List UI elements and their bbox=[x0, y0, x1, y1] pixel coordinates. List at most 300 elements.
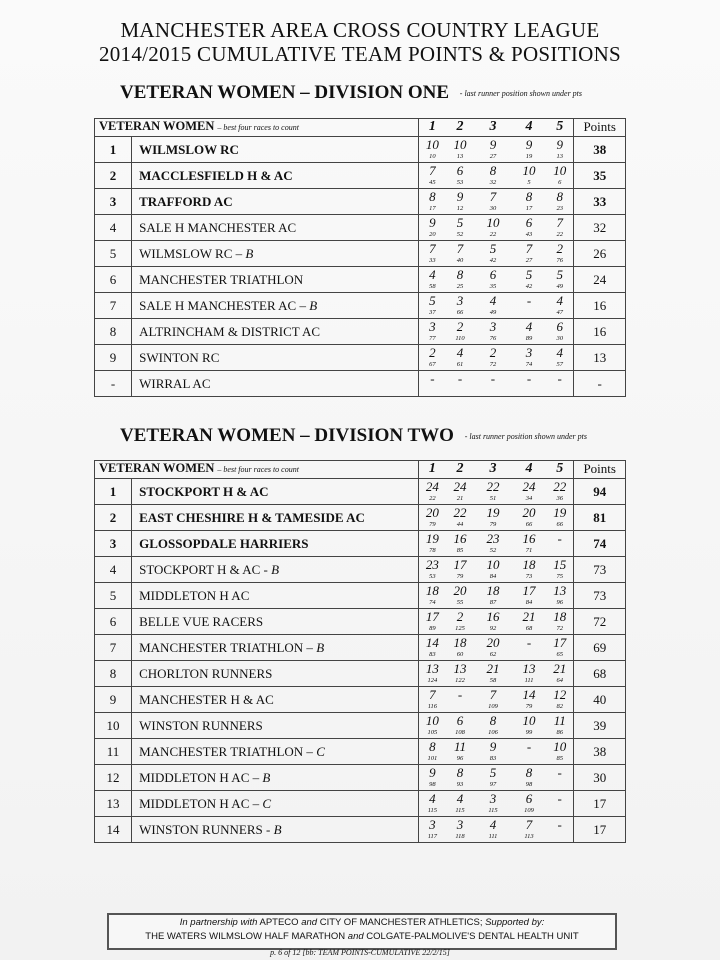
race-header: 1 bbox=[418, 461, 446, 479]
last-runner-position: 117 bbox=[427, 833, 438, 840]
race-points: 18 bbox=[522, 557, 536, 572]
footer-line-1 bbox=[109, 916, 615, 930]
race-score-cell bbox=[418, 293, 446, 319]
last-runner-position: 49 bbox=[556, 283, 563, 290]
table-row bbox=[95, 661, 626, 687]
race-points: 14 bbox=[425, 635, 439, 650]
race-score-cell bbox=[474, 189, 512, 215]
team-suffix: C bbox=[316, 744, 325, 759]
team-name-cell bbox=[132, 241, 419, 267]
team-name-cell bbox=[132, 505, 419, 531]
race-points: 9 bbox=[489, 137, 497, 152]
race-score-cell bbox=[446, 479, 474, 505]
position-cell: 8 bbox=[95, 661, 132, 687]
race-points: 10 bbox=[486, 215, 500, 230]
race-score-cell bbox=[512, 505, 546, 531]
race-points: 18 bbox=[486, 583, 500, 598]
race-points: - bbox=[490, 371, 496, 386]
race-score-cell bbox=[446, 661, 474, 687]
table-row bbox=[95, 267, 626, 293]
team-name-cell bbox=[132, 791, 419, 817]
race-points: - bbox=[430, 371, 435, 386]
last-runner-position: 53 bbox=[429, 573, 436, 580]
race-score-cell bbox=[546, 531, 574, 557]
last-runner-position: 66 bbox=[556, 521, 563, 528]
team-name: WINSTON RUNNERS - bbox=[139, 822, 274, 837]
team-name-cell bbox=[132, 583, 419, 609]
race-points: 3 bbox=[489, 319, 497, 334]
race-points: 10 bbox=[522, 163, 536, 178]
division-one-heading bbox=[120, 82, 582, 104]
footer-text: In partnership with bbox=[179, 917, 258, 928]
last-runner-position: 52 bbox=[489, 547, 497, 554]
race-points: 8 bbox=[525, 765, 533, 780]
race-points: 11 bbox=[553, 713, 566, 728]
position-cell: 8 bbox=[95, 319, 132, 345]
division-one-table bbox=[94, 118, 626, 397]
race-score-cell bbox=[512, 479, 546, 505]
last-runner-position: 82 bbox=[556, 703, 563, 710]
last-runner-position: 110 bbox=[455, 335, 465, 342]
team-name: MANCHESTER TRIATHLON bbox=[139, 272, 304, 287]
race-points: 6 bbox=[489, 267, 497, 282]
race-score-cell bbox=[546, 635, 574, 661]
race-score-cell bbox=[546, 713, 574, 739]
team-name-cell bbox=[132, 557, 419, 583]
page-note: p. 6 of 12 [bb: TEAM POINTS-CUMULATIVE 22/2/15] bbox=[270, 948, 450, 957]
race-header: 3 bbox=[474, 119, 512, 137]
season-title: 2014/2015 CUMULATIVE TEAM POINTS & POSITIONS bbox=[98, 42, 622, 66]
race-score-cell bbox=[418, 163, 446, 189]
position-cell: 12 bbox=[95, 765, 132, 791]
position-cell: 4 bbox=[95, 557, 132, 583]
race-points: 6 bbox=[525, 791, 533, 806]
last-runner-position: 122 bbox=[455, 677, 465, 684]
race-points: 12 bbox=[553, 687, 567, 702]
last-runner-position: 21 bbox=[456, 495, 464, 502]
last-runner-position: 83 bbox=[429, 651, 436, 658]
points-header: Points bbox=[574, 119, 626, 137]
table-row bbox=[95, 713, 626, 739]
team-name: SWINTON RC bbox=[139, 350, 220, 365]
race-points: 5 bbox=[489, 765, 497, 780]
position-cell: 7 bbox=[95, 635, 132, 661]
last-runner-position: 6 bbox=[558, 179, 562, 186]
race-score-cell bbox=[446, 267, 474, 293]
race-score-cell bbox=[418, 583, 446, 609]
race-score-cell bbox=[446, 241, 474, 267]
division-heading-text: VETERAN WOMEN – DIVISION TWO bbox=[120, 425, 454, 446]
total-points-cell: 38 bbox=[574, 739, 626, 765]
team-name-cell bbox=[132, 215, 419, 241]
race-points: 2 bbox=[429, 345, 436, 360]
team-name: WIRRAL AC bbox=[139, 376, 211, 391]
race-score-cell bbox=[474, 293, 512, 319]
race-points: - bbox=[526, 371, 532, 386]
race-points: 6 bbox=[556, 319, 563, 334]
race-score-cell bbox=[446, 609, 474, 635]
last-runner-position: 34 bbox=[525, 495, 533, 502]
race-score-cell bbox=[418, 713, 446, 739]
table-caption-note: – best four races to count bbox=[217, 123, 299, 132]
race-score-cell bbox=[446, 345, 474, 371]
table-caption-cell bbox=[95, 461, 419, 479]
race-points: 6 bbox=[456, 713, 464, 728]
race-score-cell bbox=[418, 661, 446, 687]
race-points: 3 bbox=[429, 319, 436, 334]
last-runner-position: 79 bbox=[429, 521, 436, 528]
race-score-cell bbox=[418, 137, 446, 163]
last-runner-position: 17 bbox=[429, 205, 436, 212]
race-score-cell bbox=[512, 609, 546, 635]
position-cell: 2 bbox=[95, 505, 132, 531]
race-points: 10 bbox=[486, 557, 500, 572]
race-points: 2 bbox=[489, 345, 497, 360]
last-runner-position: 93 bbox=[456, 781, 464, 788]
race-score-cell bbox=[512, 557, 546, 583]
race-score-cell bbox=[512, 765, 546, 791]
last-runner-position: 115 bbox=[455, 807, 465, 814]
race-points: 19 bbox=[553, 505, 567, 520]
race-header: 2 bbox=[446, 461, 474, 479]
race-score-cell bbox=[474, 479, 512, 505]
race-points: 10 bbox=[425, 137, 439, 152]
race-points: 19 bbox=[425, 531, 439, 546]
race-score-cell bbox=[546, 215, 574, 241]
race-points: 6 bbox=[456, 163, 464, 178]
race-score-cell bbox=[546, 319, 574, 345]
race-score-cell bbox=[418, 345, 446, 371]
race-score-cell bbox=[546, 583, 574, 609]
last-runner-position: 87 bbox=[489, 599, 497, 606]
race-score-cell bbox=[474, 661, 512, 687]
team-name: TRAFFORD AC bbox=[139, 194, 233, 209]
last-runner-position: 45 bbox=[429, 179, 436, 186]
race-points: 24 bbox=[425, 479, 439, 494]
total-points-cell: 39 bbox=[574, 713, 626, 739]
team-name: MIDDLETON H AC bbox=[139, 588, 250, 603]
last-runner-position: 65 bbox=[556, 651, 563, 658]
race-points: 5 bbox=[456, 215, 464, 230]
footer-text: APTECO bbox=[257, 917, 302, 928]
race-points: 13 bbox=[522, 661, 536, 676]
team-name-cell bbox=[132, 319, 419, 345]
last-runner-position: 27 bbox=[525, 257, 533, 264]
last-runner-position: 49 bbox=[489, 309, 497, 316]
table-row bbox=[95, 137, 626, 163]
table-caption-note: – best four races to count bbox=[217, 465, 299, 474]
table-row bbox=[95, 163, 626, 189]
team-name-cell bbox=[132, 661, 419, 687]
race-points: 10 bbox=[522, 713, 536, 728]
race-points: 9 bbox=[429, 215, 436, 230]
race-points: 23 bbox=[425, 557, 439, 572]
total-points-cell: 73 bbox=[574, 583, 626, 609]
race-points: 9 bbox=[489, 739, 497, 754]
table-row bbox=[95, 215, 626, 241]
race-score-cell bbox=[546, 137, 574, 163]
race-score-cell bbox=[446, 215, 474, 241]
race-score-cell bbox=[546, 345, 574, 371]
last-runner-position: 66 bbox=[525, 521, 533, 528]
last-runner-position: 13 bbox=[556, 153, 563, 160]
last-runner-position: 30 bbox=[489, 205, 497, 212]
race-score-cell bbox=[446, 791, 474, 817]
last-runner-position: 44 bbox=[456, 521, 464, 528]
race-points: 15 bbox=[553, 557, 567, 572]
position-cell: 1 bbox=[95, 137, 132, 163]
team-name: ALTRINCHAM & DISTRICT AC bbox=[139, 324, 321, 339]
race-points: 5 bbox=[525, 267, 533, 282]
position-cell: 5 bbox=[95, 241, 132, 267]
position-cell: 7 bbox=[95, 293, 132, 319]
table-row bbox=[95, 371, 626, 397]
position-cell: - bbox=[95, 371, 132, 397]
team-name-cell bbox=[132, 531, 419, 557]
last-runner-position: 79 bbox=[525, 703, 533, 710]
race-points: 11 bbox=[453, 739, 467, 754]
team-name: MACCLESFIELD H & AC bbox=[139, 168, 293, 183]
race-points: 20 bbox=[453, 583, 467, 598]
race-points: - bbox=[457, 687, 463, 702]
last-runner-position: 118 bbox=[455, 833, 465, 840]
last-runner-position: 20 bbox=[429, 231, 436, 238]
race-score-cell bbox=[418, 215, 446, 241]
race-header: 1 bbox=[418, 119, 446, 137]
race-points: 3 bbox=[429, 817, 436, 832]
race-score-cell bbox=[418, 557, 446, 583]
team-suffix: B bbox=[245, 246, 254, 261]
race-points: 9 bbox=[429, 765, 436, 780]
race-score-cell bbox=[474, 163, 512, 189]
race-score-cell bbox=[512, 371, 546, 397]
race-points: 2 bbox=[556, 241, 563, 256]
race-points: 7 bbox=[556, 215, 563, 230]
race-score-cell bbox=[474, 791, 512, 817]
race-header: 4 bbox=[512, 461, 546, 479]
team-name-cell bbox=[132, 267, 419, 293]
race-score-cell bbox=[474, 583, 512, 609]
footer-text: CITY OF MANCHESTER ATHLETICS; bbox=[317, 917, 486, 928]
race-score-cell bbox=[446, 557, 474, 583]
race-score-cell bbox=[446, 371, 474, 397]
last-runner-position: 106 bbox=[488, 729, 498, 736]
race-points: 7 bbox=[525, 241, 533, 256]
team-suffix: B bbox=[262, 770, 271, 785]
race-points: 9 bbox=[525, 137, 533, 152]
last-runner-position: 115 bbox=[488, 807, 498, 814]
last-runner-position: 125 bbox=[455, 625, 465, 632]
race-points: - bbox=[557, 531, 562, 546]
race-score-cell bbox=[474, 241, 512, 267]
team-name: CHORLTON RUNNERS bbox=[139, 666, 273, 681]
race-score-cell bbox=[418, 479, 446, 505]
race-points: 3 bbox=[456, 293, 464, 308]
race-points: 18 bbox=[553, 609, 567, 624]
last-runner-position: 99 bbox=[525, 729, 533, 736]
last-runner-position: 83 bbox=[489, 755, 497, 762]
race-score-cell bbox=[512, 215, 546, 241]
total-points-cell: - bbox=[574, 371, 626, 397]
race-points: 3 bbox=[456, 817, 464, 832]
race-score-cell bbox=[474, 345, 512, 371]
division-note: - last runner position shown under pts bbox=[459, 89, 583, 99]
team-name: EAST CHESHIRE H & TAMESIDE AC bbox=[139, 510, 365, 525]
last-runner-position: 111 bbox=[524, 677, 534, 684]
last-runner-position: 33 bbox=[429, 257, 436, 264]
last-runner-position: 13 bbox=[456, 153, 464, 160]
last-runner-position: 52 bbox=[456, 231, 464, 238]
team-name: MANCHESTER TRIATHLON – bbox=[139, 640, 317, 655]
position-cell: 9 bbox=[95, 345, 132, 371]
last-runner-position: 68 bbox=[525, 625, 533, 632]
last-runner-position: 62 bbox=[489, 651, 497, 658]
race-points: 21 bbox=[486, 661, 500, 676]
race-points: 8 bbox=[429, 189, 436, 204]
table-caption-cell bbox=[95, 119, 419, 137]
race-points: 9 bbox=[456, 189, 464, 204]
total-points-cell: 13 bbox=[574, 345, 626, 371]
footer-text: Supported by: bbox=[485, 917, 545, 928]
team-name-cell bbox=[132, 293, 419, 319]
race-points: 7 bbox=[525, 817, 533, 832]
last-runner-position: 92 bbox=[489, 625, 497, 632]
team-name-cell bbox=[132, 817, 419, 843]
last-runner-position: 43 bbox=[525, 231, 533, 238]
race-score-cell bbox=[446, 531, 474, 557]
race-score-cell bbox=[512, 163, 546, 189]
race-points: 16 bbox=[453, 531, 467, 546]
race-header: 4 bbox=[512, 119, 546, 137]
team-name: BELLE VUE RACERS bbox=[139, 614, 264, 629]
team-suffix: B bbox=[316, 640, 325, 655]
race-points: - bbox=[557, 371, 562, 386]
total-points-cell: 17 bbox=[574, 817, 626, 843]
position-cell: 6 bbox=[95, 609, 132, 635]
last-runner-position: 47 bbox=[556, 309, 563, 316]
table-row bbox=[95, 505, 626, 531]
race-points: 4 bbox=[456, 345, 464, 360]
race-points: 8 bbox=[489, 163, 497, 178]
race-points: 4 bbox=[556, 345, 563, 360]
race-score-cell bbox=[512, 241, 546, 267]
race-score-cell bbox=[512, 319, 546, 345]
race-score-cell bbox=[512, 661, 546, 687]
last-runner-position: 74 bbox=[525, 361, 533, 368]
total-points-cell: 30 bbox=[574, 765, 626, 791]
last-runner-position: 74 bbox=[429, 599, 436, 606]
race-score-cell bbox=[546, 189, 574, 215]
race-score-cell bbox=[546, 765, 574, 791]
position-cell: 4 bbox=[95, 215, 132, 241]
race-score-cell bbox=[418, 817, 446, 843]
table-header-row bbox=[95, 461, 626, 479]
last-runner-position: 67 bbox=[429, 361, 436, 368]
position-cell: 9 bbox=[95, 687, 132, 713]
position-cell: 3 bbox=[95, 189, 132, 215]
last-runner-position: 23 bbox=[556, 205, 563, 212]
last-runner-position: 89 bbox=[429, 625, 436, 632]
race-points: 21 bbox=[553, 661, 567, 676]
race-points: 4 bbox=[525, 319, 533, 334]
last-runner-position: 72 bbox=[556, 625, 563, 632]
last-runner-position: 77 bbox=[429, 335, 436, 342]
last-runner-position: 27 bbox=[489, 153, 497, 160]
last-runner-position: 96 bbox=[556, 599, 563, 606]
race-score-cell bbox=[546, 267, 574, 293]
team-name: MANCHESTER H & AC bbox=[139, 692, 274, 707]
total-points-cell: 35 bbox=[574, 163, 626, 189]
race-score-cell bbox=[474, 557, 512, 583]
race-score-cell bbox=[512, 531, 546, 557]
race-points: 16 bbox=[522, 531, 536, 546]
race-points: 3 bbox=[489, 791, 497, 806]
team-name-cell bbox=[132, 371, 419, 397]
last-runner-position: 19 bbox=[525, 153, 533, 160]
race-score-cell bbox=[546, 791, 574, 817]
position-cell: 11 bbox=[95, 739, 132, 765]
total-points-cell: 69 bbox=[574, 635, 626, 661]
last-runner-position: 115 bbox=[427, 807, 438, 814]
race-points: 10 bbox=[553, 163, 567, 178]
race-score-cell bbox=[474, 765, 512, 791]
race-score-cell bbox=[446, 319, 474, 345]
last-runner-position: 73 bbox=[525, 573, 533, 580]
last-runner-position: 10 bbox=[429, 153, 436, 160]
race-score-cell bbox=[546, 739, 574, 765]
race-score-cell bbox=[446, 713, 474, 739]
last-runner-position: 84 bbox=[525, 599, 533, 606]
last-runner-position: 53 bbox=[456, 179, 464, 186]
last-runner-position: 51 bbox=[489, 495, 497, 502]
team-name-cell bbox=[132, 687, 419, 713]
race-points: 5 bbox=[489, 241, 497, 256]
race-points: 2 bbox=[456, 609, 464, 624]
race-score-cell bbox=[546, 371, 574, 397]
last-runner-position: 60 bbox=[456, 651, 464, 658]
total-points-cell: 74 bbox=[574, 531, 626, 557]
last-runner-position: 113 bbox=[524, 833, 534, 840]
race-score-cell bbox=[512, 189, 546, 215]
last-runner-position: 35 bbox=[489, 283, 497, 290]
race-points: 7 bbox=[489, 189, 497, 204]
race-score-cell bbox=[546, 505, 574, 531]
team-name: GLOSSOPDALE HARRIERS bbox=[139, 536, 309, 551]
position-cell: 10 bbox=[95, 713, 132, 739]
race-points: 17 bbox=[522, 583, 536, 598]
table-row bbox=[95, 293, 626, 319]
race-points: 7 bbox=[489, 687, 497, 702]
race-score-cell bbox=[512, 687, 546, 713]
race-score-cell bbox=[474, 687, 512, 713]
race-points: 20 bbox=[425, 505, 439, 520]
race-points: - bbox=[526, 739, 532, 754]
table-row bbox=[95, 583, 626, 609]
last-runner-position: 124 bbox=[427, 677, 438, 684]
race-points: 17 bbox=[425, 609, 439, 624]
total-points-cell: 26 bbox=[574, 241, 626, 267]
table-row bbox=[95, 189, 626, 215]
last-runner-position: 42 bbox=[489, 257, 497, 264]
race-score-cell bbox=[446, 505, 474, 531]
race-points: 4 bbox=[429, 791, 436, 806]
race-score-cell bbox=[474, 215, 512, 241]
race-score-cell bbox=[546, 661, 574, 687]
last-runner-position: 61 bbox=[456, 361, 464, 368]
race-score-cell bbox=[474, 137, 512, 163]
total-points-cell: 94 bbox=[574, 479, 626, 505]
race-points: 18 bbox=[453, 635, 467, 650]
